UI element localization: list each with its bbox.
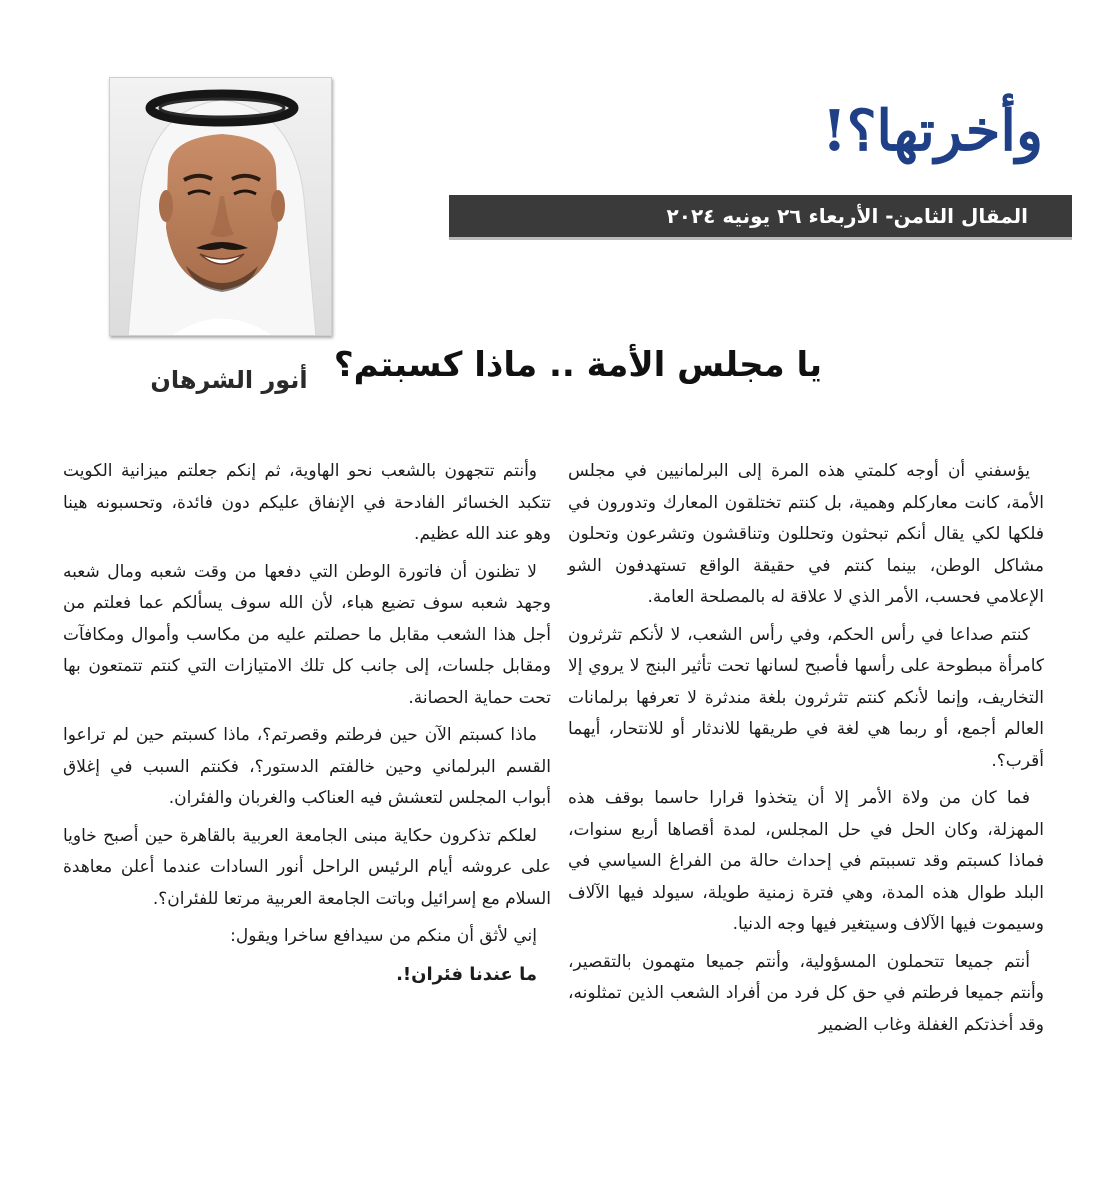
paragraph: كنتم صداعا في رأس الحكم، وفي رأس الشعب، لا لأنكم تثرثرون كامرأة مبطوحة على رأسها فأصبح لسانها تحت تأثير البنج لا يروي إلا التخاريف، وإنما لأنكم كنتم تثرثرون بلغة مندثرة لا تعرفها برلمانات العالم أجمع، أو ربما هي لغة في طريقها للاندثار أو للانتحار، أيهما أقرب؟.: [568, 624, 1044, 771]
paragraph: لا تظنون أن فاتورة الوطن التي دفعها من وقت شعبه ومال شعبه وجهد شعبه سوف تضيع هباء، لأن الله سوف يسألكم عما فعلتم من أجل هذا الشعب مقابل ما حصلتم عليه من مكاسب وأموال ومكافآت ومقابل جلسات، إلى جانب كل تلك الامتيازات التي كنتم تتمتعون بها تحت حماية الحصانة.: [63, 561, 551, 708]
paragraph: لعلكم تذكرون حكاية مبنى الجامعة العربية بالقاهرة حين أصبح خاويا على عروشه أيام الرئيس الراحل أنور السادات عندما أعلن معاهدة السلام مع إسرائيل وباتت الجامعة العربية مرتعا للفئران؟.: [63, 825, 551, 909]
article-headline: يا مجلس الأمة .. ماذا كسبتم؟: [333, 345, 822, 385]
article-info-bar: [449, 195, 1072, 240]
paragraph: ماذا كسبتم الآن حين فرطتم وقصرتم؟، ماذا كسبتم حين لم تراعوا القسم البرلماني وحين خالفتم الدستور؟، فكنتم السبب في إغلاق أبواب المجلس لتعشش فيه العناكب والغربان والفئران.: [63, 725, 551, 808]
author-photo: [109, 77, 332, 336]
author-name: أنور الشرهان: [150, 366, 308, 394]
article-body-left-column: [63, 456, 551, 996]
paragraph: إني لأثق أن منكم من سيدافع ساخرا ويقول:: [230, 926, 537, 946]
paragraph: فما كان من ولاة الأمر إلا أن يتخذوا قرارا حاسما بوقف هذه المهزلة، وكان الحل في حل المجلس، لمدة أقصاها أربع سنوات، فماذا كسبتم وقد تسببتم في إحداث حالة من الفراغ السياسي في البلد طوال هذه المدة، وهي فترة زمنية طويلة، سيولد فيها الآلاف وسيموت فيها الآلاف وسيتغير فيها وجه الدنيا.: [568, 788, 1044, 934]
paragraph: يؤسفني أن أوجه كلمتي هذه المرة إلى البرلمانيين في مجلس الأمة، كانت معاركلم وهمية، بل كنتم تختلقون المعارك وتدورون في فلكها لكي يقال أنكم تبحثون وتحللون وتناقشون وتشرعون وتحلون مشاكل الوطن، بينما كنتم في حقيقة الواقع تستهدفون الشو الإعلامي فحسب، الأمر الذي لا علاقة له بالمصلحة العامة.: [568, 461, 1044, 607]
paragraph: أنتم جميعا تتحملون المسؤولية، وأنتم جميعا متهمون بالتقصير، وأنتم جميعا فرطتم في حق كل فرد من أفراد الشعب الذين تمثلونه، وقد أخذتكم الغفلة وغاب الضمير: [568, 951, 1044, 1035]
closing-line: ما عندنا فئران!.: [396, 963, 537, 985]
article-info-text: المقال الثامن- الأربعاء ٢٦ يونيه ٢٠٢٤: [666, 204, 1028, 228]
article-body-right-column: [568, 456, 1044, 1047]
paragraph: وأنتم تتجهون بالشعب نحو الهاوية، ثم إنكم جعلتم ميزانية الكويت تتكبد الخسائر الفادحة في الإنفاق عليكم دون فائدة، وتحسبونه هينا وهو عند الله عظيم.: [63, 461, 551, 544]
column-title: وأخرتها؟!: [822, 98, 1043, 164]
author-portrait-illustration: [110, 78, 332, 336]
